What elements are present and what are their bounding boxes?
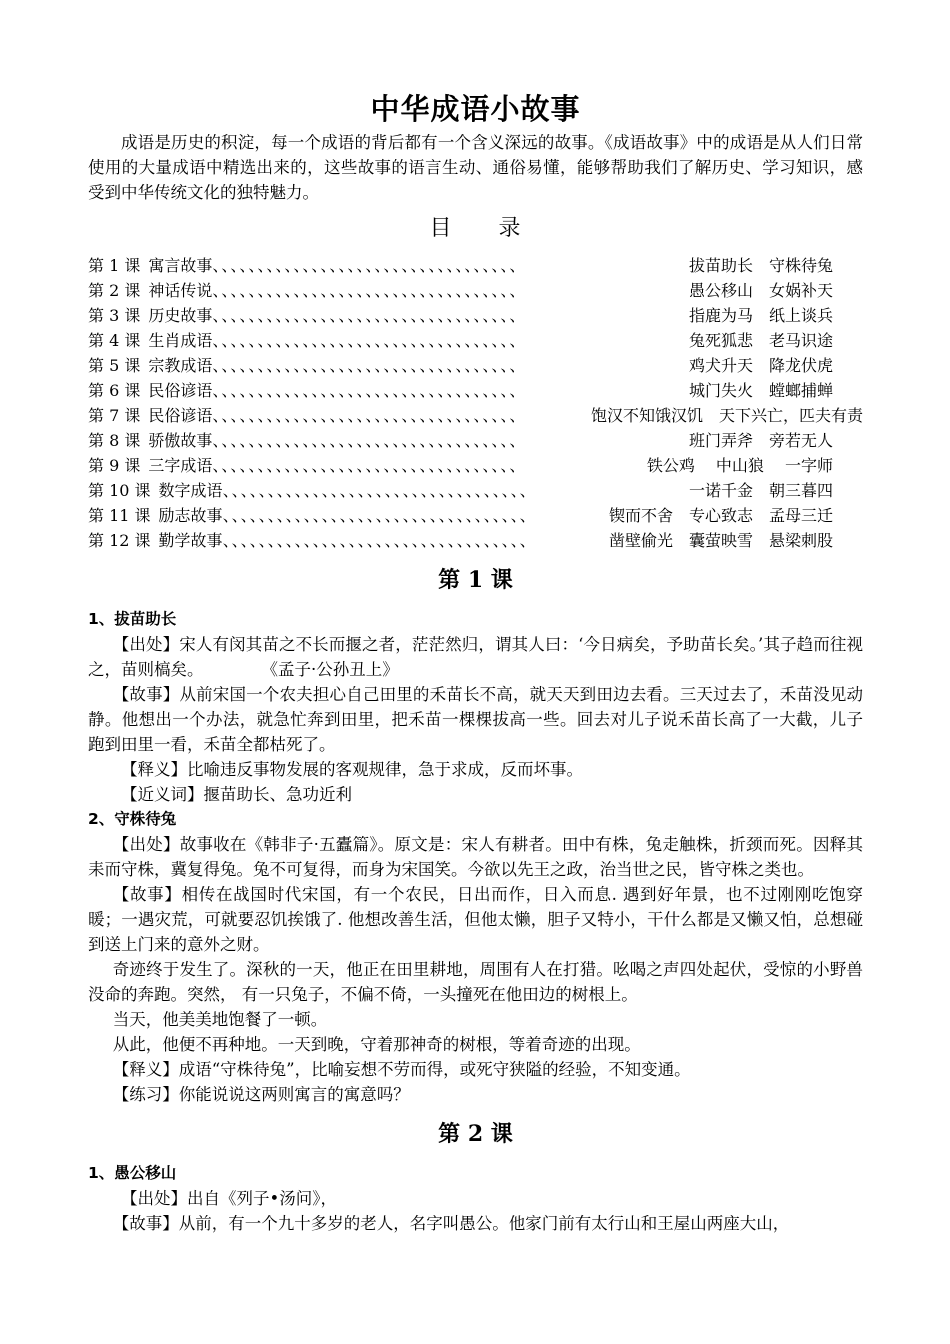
toc-leader xyxy=(223,528,603,553)
toc-title-char-1: 目 xyxy=(429,216,453,241)
toc-row xyxy=(88,528,863,553)
story-paragraph: 【故事】从前，有一个九十多岁的老人，名字叫愚公。他家门前有太行山和王屋山两座大山， xyxy=(112,1214,790,1233)
toc-lesson-number: 第 1 课 xyxy=(88,256,141,275)
toc-category: 寓言故事 xyxy=(148,256,213,275)
toc-row xyxy=(88,303,863,328)
toc-leader xyxy=(212,378,683,403)
exercise-paragraph: 【练习】你能说说这两则寓言的寓意吗？ xyxy=(112,1085,410,1104)
section-title: 1、愚公移山 xyxy=(88,1164,177,1182)
toc-leader xyxy=(212,403,585,428)
toc-lesson-number: 第 2 课 xyxy=(88,281,141,300)
meaning-paragraph: 【释义】比喻违反事物发展的客观规律，急于求成，反而坏事。 xyxy=(121,760,583,779)
toc-lesson-number: 第 10 课 xyxy=(88,481,151,500)
toc-category: 三字成语 xyxy=(148,456,213,475)
document-page xyxy=(88,88,863,1236)
toc-leader xyxy=(212,278,683,303)
toc-category: 励志故事 xyxy=(158,506,223,525)
toc-idioms: 凿壁偷光 囊萤映雪 悬梁刺股 xyxy=(608,531,833,550)
toc-idioms: 一诺千金 朝三暮四 xyxy=(688,481,833,500)
toc-leader xyxy=(212,253,683,278)
lesson-heading: 第 2 课 xyxy=(438,1121,513,1147)
toc-idioms: 兔死狐悲 老马识途 xyxy=(688,331,833,350)
toc-category: 民俗谚语 xyxy=(148,406,213,425)
toc-idioms: 拔苗助长 守株待兔 xyxy=(688,256,833,275)
source-paragraph: 【出处】出自《列子•汤问》， xyxy=(121,1189,337,1208)
meaning-paragraph: 【释义】成语“守株待兔”，比喻妄想不劳而得，或死守狭隘的经验，不知变通。 xyxy=(112,1060,691,1079)
toc-row xyxy=(88,353,863,378)
section-title: 1、拔苗助长 xyxy=(88,610,177,628)
toc-row xyxy=(88,428,863,453)
toc-row xyxy=(88,378,863,403)
toc-idioms: 愚公移山 女娲补天 xyxy=(688,281,833,300)
toc-category: 骄傲故事 xyxy=(148,431,213,450)
toc-leader xyxy=(212,453,640,478)
toc-lesson-number: 第 6 课 xyxy=(88,381,141,400)
toc-lesson-number: 第 4 课 xyxy=(88,331,141,350)
toc-category: 勤学故事 xyxy=(158,531,223,550)
story-paragraph: 【故事】相传在战国时代宋国，有一个农民，日出而作，日入而息. 遇到好年景，也不过刚刚吃饱穿暖；一遇灾荒，可就要忍饥挨饿了. 他想改善生活，但他太懒，胆子又特小，干什么都是又懒又怕，总想碰到送上门来的意外之财。 xyxy=(88,885,863,954)
toc-lesson-number: 第 3 课 xyxy=(88,306,141,325)
toc-category: 历史故事 xyxy=(148,306,213,325)
toc-row xyxy=(88,253,863,278)
toc-category: 民俗谚语 xyxy=(148,381,213,400)
toc-leader xyxy=(212,328,683,353)
toc-leader xyxy=(212,428,683,453)
toc-idioms: 饱汉不知饿汉饥 天下兴亡，匹夫有责 xyxy=(590,406,863,425)
story-paragraph: 当天，他美美地饱餐了一顿。 xyxy=(112,1010,328,1029)
toc-idioms: 指鹿为马 纸上谈兵 xyxy=(688,306,833,325)
toc-title-char-2: 录 xyxy=(498,216,522,241)
story-paragraph: 从此，他便不再种地。一天到晚，守着那神奇的树根，等着奇迹的出现。 xyxy=(112,1035,641,1054)
toc-idioms: 铁公鸡 中山狼 一字师 xyxy=(646,456,833,475)
toc-row xyxy=(88,403,863,428)
story-paragraph: 【故事】从前宋国一个农夫担心自己田里的禾苗长不高，就天天到田边去看。三天过去了，禾苗没见动静。他想出一个办法，就急忙奔到田里，把禾苗一棵棵拔高一些。回去对儿子说禾苗长高了一大截，儿子跑到田里一看，禾苗全都枯死了。 xyxy=(88,685,863,754)
toc-title xyxy=(88,205,863,253)
synonym-paragraph: 【近义词】揠苗助长、急功近利 xyxy=(121,785,352,804)
source-citation: 《孟子·公孙丑上》 xyxy=(261,660,399,679)
toc-row xyxy=(88,478,863,503)
toc-category: 数字成语 xyxy=(158,481,223,500)
toc-leader xyxy=(223,503,603,528)
toc-idioms: 锲而不舍 专心致志 孟母三迁 xyxy=(608,506,833,525)
toc-category: 宗教成语 xyxy=(148,356,213,375)
toc-leader xyxy=(212,353,683,378)
toc-lesson-number: 第 8 课 xyxy=(88,431,141,450)
toc-idioms: 城门失火 螳螂捕蝉 xyxy=(688,381,833,400)
toc-lesson-number: 第 12 课 xyxy=(88,531,151,550)
toc-row xyxy=(88,503,863,528)
toc-lesson-number: 第 11 课 xyxy=(88,506,151,525)
toc-lesson-number: 第 7 课 xyxy=(88,406,141,425)
toc-category: 神话传说 xyxy=(148,281,213,300)
toc-idioms: 鸡犬升天 降龙伏虎 xyxy=(688,356,833,375)
toc-lesson-number: 第 9 课 xyxy=(88,456,141,475)
toc-row xyxy=(88,278,863,303)
intro-paragraph: 成语是历史的积淀，每一个成语的背后都有一个含义深远的故事。《成语故事》中的成语是从人们日常使用的大量成语中精选出来的，这些故事的语言生动、通俗易懂，能够帮助我们了解历史、学习知识，感受到中华传统文化的独特魅力。 xyxy=(88,133,863,202)
toc-leader xyxy=(223,478,683,503)
lesson-heading: 第 1 课 xyxy=(438,567,513,593)
source-paragraph xyxy=(88,632,863,682)
table-of-contents xyxy=(88,253,863,553)
toc-leader xyxy=(212,303,683,328)
toc-lesson-number: 第 5 课 xyxy=(88,356,141,375)
source-paragraph: 【出处】故事收在《韩非子·五蠹篇》。原文是：宋人有耕者。田中有株，兔走触株，折颈而死。因释其耒而守株，冀复得兔。兔不可复得，而身为宋国笑。今欲以先王之政，治当世之民，皆守株之类也。 xyxy=(88,835,863,879)
toc-row xyxy=(88,328,863,353)
source-text: 【出处】宋人有闵其苗之不长而揠之者，茫茫然归，谓其人曰：‘今日病矣，予助苗长矣。’其子趋而往视之，苗则槁矣。 xyxy=(88,635,863,679)
toc-category: 生肖成语 xyxy=(148,331,213,350)
section-title: 2、守株待兔 xyxy=(88,810,177,828)
document-title: 中华成语小故事 xyxy=(370,92,581,126)
toc-idioms: 班门弄斧 旁若无人 xyxy=(688,431,833,450)
story-paragraph: 奇迹终于发生了。深秋的一天，他正在田里耕地，周围有人在打猎。吆喝之声四处起伏，受惊的小野兽没命的奔跑。突然， 有一只兔子，不偏不倚，一头撞死在他田边的树根上。 xyxy=(88,960,863,1004)
toc-row xyxy=(88,453,863,478)
